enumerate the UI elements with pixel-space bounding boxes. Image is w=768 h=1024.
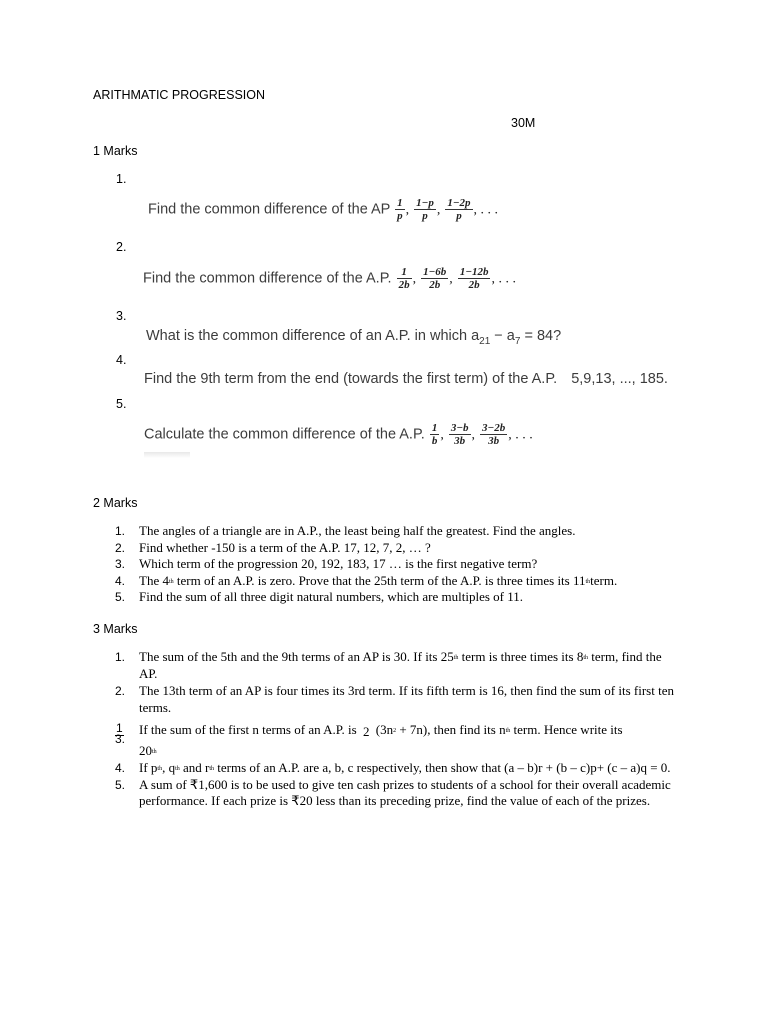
- list-item: 3. If the sum of the first n terms of an A.P. is 1 2 $(3n^2 + 7n)$, then find its $n^{th}$ term. Hence write its 20th: [115, 721, 623, 758]
- q1-3-text: What is the common difference of an A.P. in which $a_{21} - a_7 = 84$?: [146, 328, 562, 347]
- fraction: $\frac{3-2b}{3b}$: [482, 422, 506, 447]
- list-item: 4. If $p^{th}$, $q^{th}$ and $r^{th}$ terms of an A.P. are a, b, c respectively, then show that (a – b)r + (b – c)p+ (c – a)q = 0.: [115, 760, 671, 775]
- two-mark-questions: [115, 523, 675, 606]
- section-heading-2-marks: 2 Marks: [93, 496, 138, 510]
- section-heading-3-marks: 3 Marks: [93, 622, 138, 636]
- q1-2-number: 2.: [116, 240, 127, 254]
- list-item: 4. The 4th term of an A.P. is zero. Prove that the 25th term of the A.P. is three times its 11thterm.: [115, 572, 618, 588]
- list-item: 1. The angles of a triangle are in A.P., the least being half the greatest. Find the angles.: [115, 523, 576, 538]
- fraction: $\frac{1}{2b}$: [398, 266, 410, 291]
- q1-5-text: Calculate the common difference of the A.P. $\frac{1}{b}$ , $\frac{3-b}{3b}$ , $\frac{3-2b}{3b}$ , . . .: [144, 422, 533, 447]
- q1-4-number: 4.: [116, 353, 127, 367]
- fraction: $\frac{3-b}{3b}$: [450, 422, 469, 447]
- list-item: 2. The 13th term of an AP is four times its 3rd term. If its fifth term is 16, then find the sum of its first ten terms.: [115, 683, 674, 715]
- fraction: 1 2: [116, 721, 370, 739]
- list-item: 3. Which term of the progression 20, 192, 183, 17 … is the first negative term?: [115, 556, 538, 571]
- q1-1-text: Find the common difference of the AP $\frac{1}{p}$ , $\frac{1-p}{p}$ , $\frac{1-2p}{p}$ , . . .: [148, 197, 499, 222]
- total-marks: 30M: [511, 116, 536, 130]
- list-item: 2. Find whether -150 is a term of the A.P. 17, 12, 7, 2, … ?: [115, 539, 431, 555]
- q1-2-text: Find the common difference of the A.P. $\frac{1}{2b}$ , $\frac{1-6b}{2b}$ , $\frac{1-12b}{2b}$ , . . .: [143, 266, 516, 291]
- page-title: ARITHMATIC PROGRESSION: [93, 88, 266, 102]
- fraction: $\frac{1-6b}{2b}$: [423, 266, 447, 291]
- list-item: 5. Find the sum of all three digit natural numbers, which are multiples of 11.: [115, 589, 524, 604]
- q1-4-text: Find the 9th term from the end (towards the first term) of the A.P. 5,9,13, ..., 185.: [144, 371, 668, 387]
- cropped-line-artifact: [144, 452, 190, 458]
- fraction: $\frac{1}{p}$: [397, 197, 403, 222]
- q1-1-number: 1.: [116, 172, 127, 186]
- fraction: $\frac{1-p}{p}$: [416, 197, 434, 222]
- list-item: 5. A sum of ₹1,600 is to be used to give ten cash prizes to students of a school for their overall academic performance. If each prize is ₹20 less than its preceding prize, find the value of each of the prizes.: [115, 776, 671, 808]
- fraction: $\frac{1}{b}$: [431, 422, 438, 447]
- three-mark-questions: [115, 649, 675, 810]
- fraction: $\frac{1-12b}{2b}$: [459, 266, 489, 291]
- list-item: 1. The sum of the 5th and the 9th terms of an AP is 30. If its 25th term is three times its 8th term, find the AP.: [115, 649, 662, 681]
- q1-5-number: 5.: [116, 397, 127, 411]
- section-heading-1-mark: 1 Marks: [93, 144, 138, 158]
- q1-3-number: 3.: [116, 309, 127, 323]
- fraction: $\frac{1-2p}{p}$: [447, 197, 471, 222]
